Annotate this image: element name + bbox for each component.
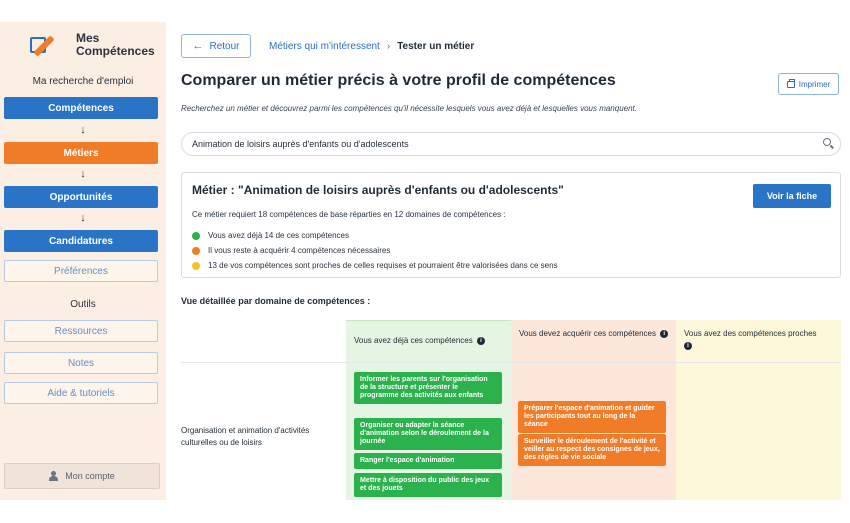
view-sheet-button[interactable]: Voir la fiche bbox=[753, 184, 831, 208]
legend-item-need: Il vous reste à acquérir 4 compétences nécessaires bbox=[192, 246, 390, 255]
info-icon[interactable]: i bbox=[660, 330, 668, 338]
job-summary-card bbox=[181, 172, 841, 278]
print-label: Imprimer bbox=[798, 79, 831, 89]
arrow-down-icon: ↓ bbox=[80, 124, 86, 136]
page-title: Comparer un métier précis à votre profil de compétences bbox=[181, 72, 616, 89]
print-button[interactable] bbox=[778, 73, 839, 95]
logo-icon bbox=[30, 33, 54, 57]
page-subtitle: Recherchez un métier et découvrez parmi les compétences qu'il nécessite lesquels vous avez déjà et lesquelles vous manquent. bbox=[181, 104, 637, 113]
sidebar bbox=[0, 22, 166, 500]
skill-chip-have[interactable]: Ranger l'espace d'animation bbox=[354, 453, 502, 469]
arrow-down-icon: ↓ bbox=[80, 212, 86, 224]
sidebar-tools-title: Outils bbox=[70, 299, 96, 310]
job-title: Métier : "Animation de loisirs auprès d'enfants ou d'adolescents" bbox=[192, 183, 564, 197]
green-dot-icon bbox=[192, 232, 200, 240]
account-button[interactable] bbox=[4, 463, 160, 489]
account-label: Mon compte bbox=[65, 471, 115, 481]
legend-item-close: 13 de vos compétences sont proches de celles requises et pourraient être valorisées dans ce sens bbox=[192, 261, 558, 270]
sidebar-tool-ressources[interactable]: Ressources bbox=[4, 320, 158, 342]
skill-chip-have[interactable]: Informer les parents sur l'organisation de la structure et présenter le programme des activités aux enfants bbox=[354, 372, 502, 404]
column-header-have: Vous avez déjà ces compétences i bbox=[354, 335, 505, 347]
sidebar-step-opportunites[interactable]: Opportunités bbox=[4, 186, 158, 208]
row-divider bbox=[181, 362, 841, 363]
arrow-left-icon: ← bbox=[192, 40, 204, 52]
domain-label: Organisation et animation d'activités culturelles ou de loisirs bbox=[181, 426, 310, 447]
main-content bbox=[166, 22, 850, 500]
column-header-need: Vous devez acquérir ces compétences i bbox=[519, 328, 670, 340]
sidebar-step-metiers[interactable]: Métiers bbox=[4, 142, 158, 164]
job-description: Ce métier requiert 18 compétences de base réparties en 12 domaines de compétences : bbox=[192, 210, 506, 219]
detail-section-title: Vue détaillée par domaine de compétences : bbox=[181, 296, 371, 306]
sidebar-step-candidatures[interactable]: Candidatures bbox=[4, 230, 158, 252]
breadcrumb-link-metiers[interactable]: Métiers qui m'intéressent bbox=[269, 41, 380, 52]
info-icon[interactable]: i bbox=[477, 337, 485, 345]
skill-chip-have[interactable]: Mettre à disposition du public des jeux et des jouets bbox=[354, 473, 502, 497]
sidebar-step-competences[interactable]: Compétences bbox=[4, 97, 158, 119]
column-header-close: Vous avez des compétences proches i bbox=[684, 329, 817, 349]
chevron-right-icon: › bbox=[386, 41, 391, 52]
breadcrumb bbox=[269, 41, 474, 52]
back-label: Retour bbox=[209, 40, 240, 52]
back-button[interactable] bbox=[181, 34, 251, 58]
sidebar-tool-aide[interactable]: Aide & tutoriels bbox=[4, 382, 158, 404]
arrow-down-icon: ↓ bbox=[80, 168, 86, 180]
job-search-input[interactable] bbox=[181, 132, 841, 156]
app-name: Mes Compétences bbox=[76, 31, 155, 58]
skill-chip-have[interactable]: Organiser ou adapter la séance d'animation selon le déroulement de la journée bbox=[354, 418, 502, 450]
printer-icon bbox=[787, 81, 795, 88]
legend-item-have: Vous avez déjà 14 de ces compétences bbox=[192, 231, 349, 240]
skill-chip-need[interactable]: Surveiller le déroulement de l'activité et veiller au respect des consignes de jeux, des règles de vie sociale bbox=[518, 434, 666, 466]
sidebar-preferences[interactable]: Préférences bbox=[4, 260, 158, 282]
skill-chip-need[interactable]: Préparer l'espace d'animation et guider les participants tout au long de la séance bbox=[518, 401, 666, 433]
column-close bbox=[676, 320, 841, 500]
info-icon[interactable]: i bbox=[684, 342, 692, 350]
sidebar-tool-notes[interactable]: Notes bbox=[4, 352, 158, 374]
breadcrumb-current: Tester un métier bbox=[397, 41, 475, 52]
yellow-dot-icon bbox=[192, 262, 200, 270]
sidebar-section-title: Ma recherche d'emploi bbox=[32, 76, 134, 87]
app-logo[interactable] bbox=[30, 32, 155, 58]
user-icon bbox=[49, 471, 58, 481]
orange-dot-icon bbox=[192, 247, 200, 255]
search-icon[interactable] bbox=[823, 138, 834, 149]
